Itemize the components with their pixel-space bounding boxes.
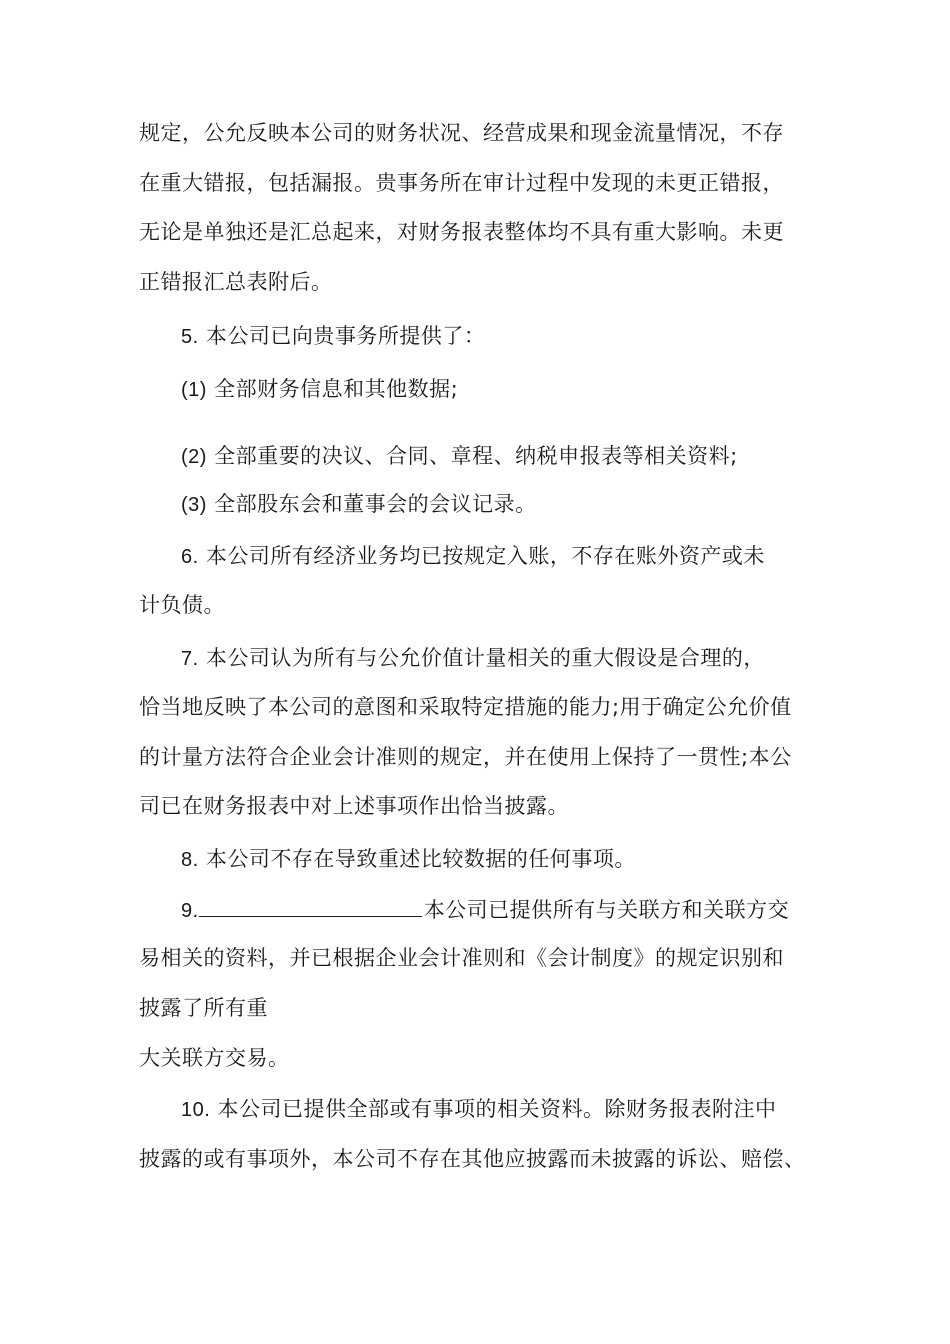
paragraph-line: 在重大错报，包括漏报。贵事务所在审计过程中发现的未更正错报， bbox=[139, 171, 784, 195]
paragraph-line: 披露的或有事项外，本公司不存在其他应披露而未披露的诉讼、赔偿、 bbox=[139, 1147, 806, 1171]
item-number: 6. bbox=[181, 546, 199, 568]
item-text: 本公司已提供全部或有事项的相关资料。除财务报表附注中 bbox=[217, 1097, 777, 1121]
item-number: 5. bbox=[181, 326, 199, 348]
item-number: 7. bbox=[181, 648, 199, 670]
sub-item-number: (1) bbox=[181, 379, 207, 401]
item-text: 本公司不存在导致重述比较数据的任何事项。 bbox=[205, 847, 636, 871]
paragraph-line: 正错报汇总表附后。 bbox=[139, 270, 333, 294]
paragraph-line: 易相关的资料，并已根据企业会计准则和《会计制度》的规定识别和 bbox=[139, 946, 784, 970]
paragraph-line: 计负债。 bbox=[139, 593, 225, 617]
item-text: 本公司已向贵事务所提供了： bbox=[205, 324, 486, 348]
paragraph-line: 大关联方交易。 bbox=[139, 1046, 290, 1070]
paragraph-line: 披露了所有重 bbox=[139, 996, 268, 1020]
item-8 bbox=[181, 844, 636, 875]
paragraph-line: 恰当地反映了本公司的意图和采取特定措施的能力;用于确定公允价值 bbox=[139, 695, 792, 719]
fill-in-blank bbox=[199, 894, 422, 917]
item-number: 9. bbox=[181, 900, 199, 922]
item-text: 本公司所有经济业务均已按规定入账，不存在账外资产或未 bbox=[205, 544, 765, 568]
item-text: 本公司认为所有与公允价值计量相关的重大假设是合理的， bbox=[205, 646, 765, 670]
sub-item-text: 全部股东会和董事会的会议记录。 bbox=[214, 492, 537, 516]
sub-item-number: (3) bbox=[181, 494, 207, 516]
paragraph-line: 规定，公允反映本公司的财务状况、经营成果和现金流量情况，不存 bbox=[139, 121, 784, 145]
item-9 bbox=[181, 894, 789, 926]
paragraph-line: 司已在财务报表中对上述事项作出恰当披露。 bbox=[139, 794, 569, 818]
sub-item-text: 全部重要的决议、合同、章程、纳税申报表等相关资料; bbox=[214, 444, 738, 468]
item-number: 8. bbox=[181, 849, 199, 871]
item-5-sub-2 bbox=[181, 441, 738, 472]
item-10 bbox=[181, 1094, 777, 1125]
item-6 bbox=[181, 541, 765, 572]
item-5 bbox=[181, 321, 485, 352]
item-5-sub-3 bbox=[181, 489, 537, 520]
item-5-sub-1 bbox=[181, 374, 458, 405]
sub-item-text: 全部财务信息和其他数据; bbox=[214, 377, 459, 401]
paragraph-line: 的计量方法符合企业会计准则的规定，并在使用上保持了一贯性;本公 bbox=[139, 745, 792, 769]
paragraph-line: 无论是单独还是汇总起来，对财务报表整体均不具有重大影响。未更 bbox=[139, 220, 784, 244]
item-number: 10. bbox=[181, 1099, 211, 1121]
item-7 bbox=[181, 643, 765, 674]
sub-item-number: (2) bbox=[181, 446, 207, 468]
item-text: 本公司已提供所有与关联方和关联方交 bbox=[423, 898, 790, 922]
